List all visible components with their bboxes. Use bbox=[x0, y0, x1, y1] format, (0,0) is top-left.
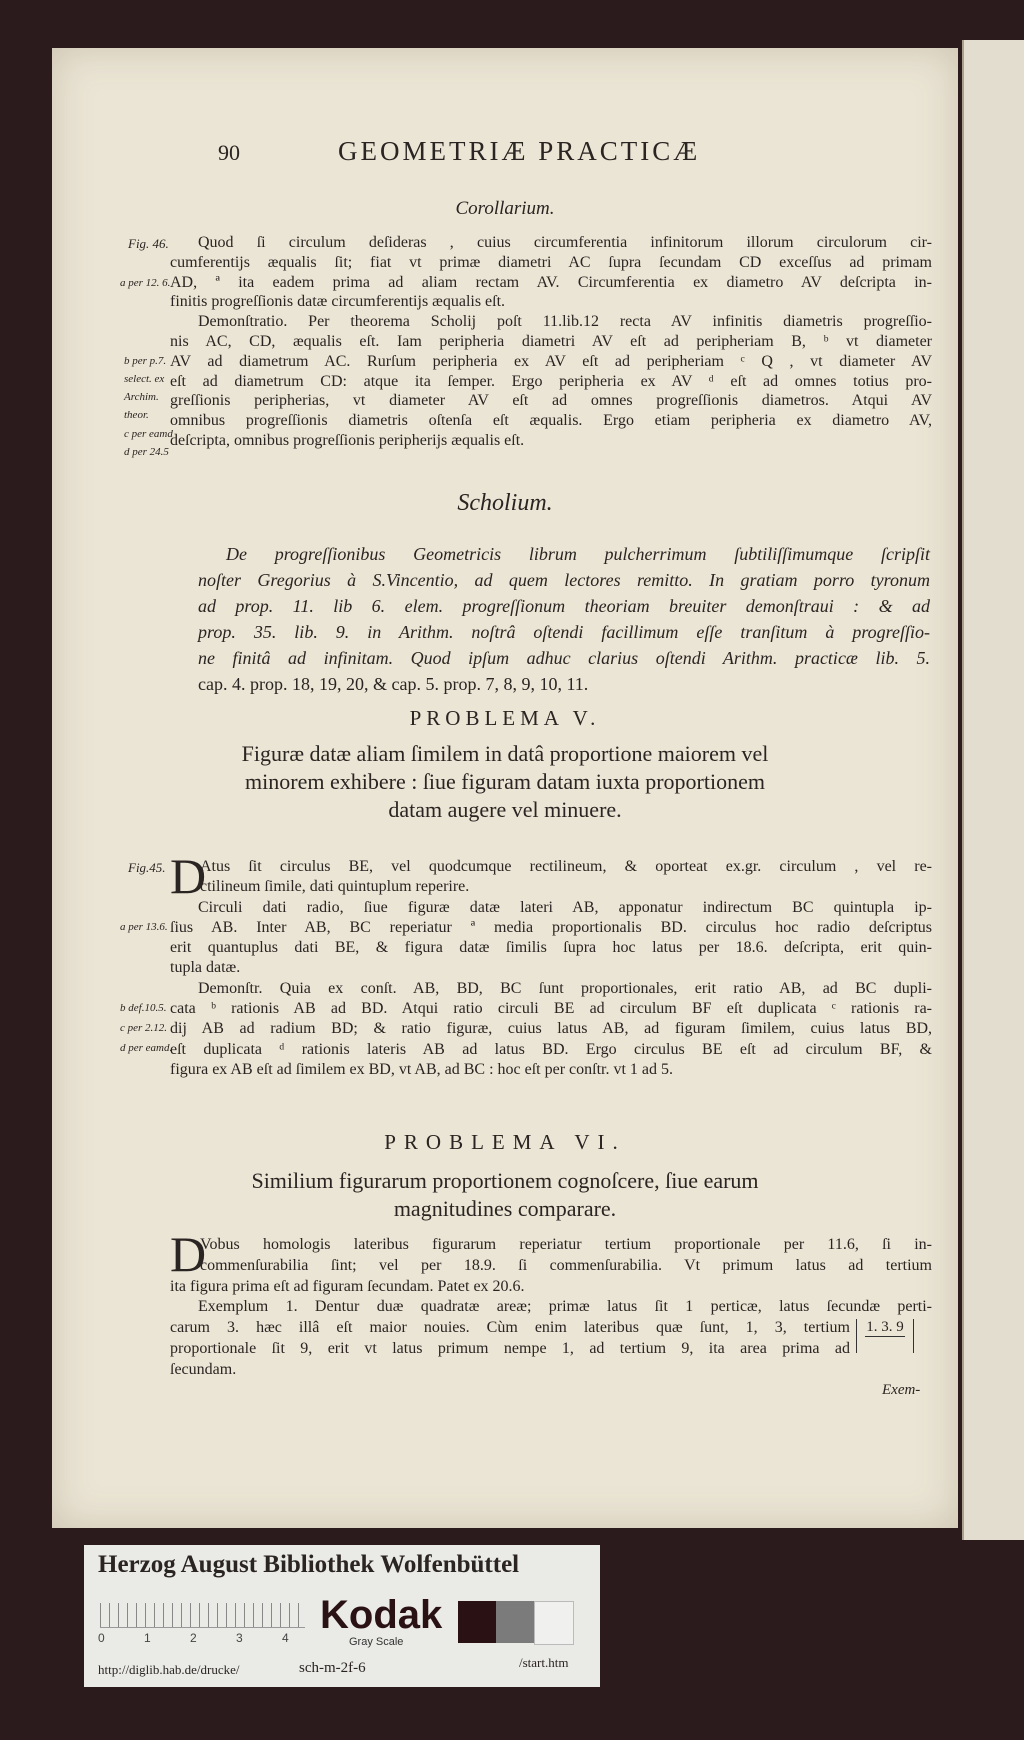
text-line: deſcripta, omnibus progreſſionis peripherijs æqualis eſt. bbox=[170, 431, 525, 449]
text-line: dij AB ad radium BD; & ratio figuræ, cuius latus AB, ad figuram ſimilem, cuius latus BD, bbox=[170, 1020, 932, 1038]
proportion-values: 1. 3. 9 bbox=[866, 1319, 904, 1335]
text-line: Exemplum 1. Dentur duæ quadratæ areæ; primæ latus ſit 1 perticæ, latus ſecundæ perti- bbox=[198, 1298, 932, 1316]
text-line: Vobus homologis lateribus figurarum reperiatur tertium proportionale per 11.6, ſi in- bbox=[200, 1236, 932, 1253]
text-line: cumferentijs æqualis ſit; fiat vt primæ diametri AC ſupra ſecundam CD exceſſus ad primam bbox=[170, 253, 932, 271]
margin-note: b def.10.5. bbox=[120, 1002, 167, 1014]
text-line: carum 3. hæc illâ eſt maior nouies. Cùm enim lateribus quæ ſunt, 1, 3, tertium bbox=[170, 1319, 850, 1337]
text-line: Demonſtr. Quia ex conſt. AB, BD, BC ſunt proportionales, erit ratio AB, ad BC dupli- bbox=[198, 979, 932, 997]
page-number: 90 bbox=[218, 140, 240, 165]
corollarium-title: Corollarium. bbox=[455, 198, 555, 219]
text-line: prop. 35. lib. 9. in Arithm. noſtrâ oſtendi facillimum eſſe tranſitum à progreſſio- bbox=[198, 622, 930, 642]
scholium-title: Scholium. bbox=[457, 490, 553, 516]
text-line: greſſionis peripherias, vt diameter AV eſt ad omnes progreſſionis diametros. Atqui AV bbox=[170, 392, 932, 410]
text-line: nis AC, CD, æqualis eſt. Iam peripheria diametri AV eſt ad peripheriam B, ᵇ vt diameter bbox=[170, 332, 932, 350]
margin-note: d per eamd. bbox=[120, 1042, 173, 1054]
text-line: cap. 4. prop. 18, 19, 20, & cap. 5. prop. 7, 8, 9, 10, 11. bbox=[198, 674, 589, 694]
drop-cap: D bbox=[170, 848, 207, 904]
text-line: Quod ſi circulum deſideras , cuius circumferentia infinitorum illorum circulorum cir- bbox=[198, 234, 932, 251]
text-line: proportionale ſit 9, erit vt latus primum nempe 1, ad tertium 9, ita area prima ad bbox=[170, 1339, 850, 1357]
text-line: Circuli dati radio, ſiue figuræ datæ lateri AB, apponatur indirectum BC quintupla ip- bbox=[198, 898, 932, 916]
heading-line: Figuræ datæ aliam ſimilem in datâ proportione maiorem vel bbox=[241, 741, 769, 766]
text-line: ad prop. 11. lib 6. elem. progreſſionum theoriam breuiter demonſtraui : & ad bbox=[198, 596, 930, 616]
url-suffix: /start.htm bbox=[519, 1655, 569, 1670]
heading-line: Similium figurarum proportionem cognoſcere, ſiue earum bbox=[251, 1168, 759, 1193]
margin-note: theor. bbox=[124, 409, 149, 421]
text-line: noſter Gregorius à S.Vincentio, ad quem lectores remitto. In gratiam porro tyronum bbox=[198, 570, 930, 590]
margin-note: Archim. bbox=[124, 391, 159, 403]
problema-vi-text bbox=[170, 1235, 932, 1381]
heading-line: minorem exhibere : ſiue figuram datam iuxta proportionem bbox=[245, 769, 765, 794]
text-line: ſius AB. Inter AB, BC reperiatur ª media proportionalis BD. circulus hoc radio deſcriptus bbox=[170, 918, 932, 936]
text-line: figura ex AB eſt ad ſimilem ex BD, vt AB, ad BC : hoc eſt per conſtr. vt 1 ad 5. bbox=[170, 1060, 674, 1078]
drop-cap: D bbox=[170, 1226, 207, 1282]
text-line: erit quantuplus dati BE, & figura datæ ſimilis ſupra hoc latus per 18.6. deſcripta, erit quin- bbox=[170, 939, 932, 957]
gray-scale-label: Gray Scale bbox=[349, 1636, 404, 1648]
proportion-box bbox=[856, 1319, 914, 1353]
text-line: commenſurabilia ſint; vel per 18.9. ſi commenſurabilia. Vt primum latus ad tertium bbox=[200, 1256, 932, 1274]
margin-note: a per 12. 6. bbox=[120, 277, 171, 289]
problema-vi-heading bbox=[52, 1167, 958, 1223]
text-line: De progreſſionibus Geometricis librum pulcherrimum ſubtiliſſimumque ſcripſit bbox=[226, 544, 930, 564]
margin-note: a per 13.6. bbox=[120, 921, 168, 933]
corollarium-text bbox=[170, 233, 932, 451]
scholium-text bbox=[198, 541, 930, 697]
margin-note: Fig. 46. bbox=[128, 236, 169, 251]
catchword: Exem- bbox=[882, 1382, 921, 1398]
institution-name: Herzog August Bibliothek Wolfenbüttel bbox=[98, 1551, 520, 1578]
text-line: ſecundam. bbox=[170, 1360, 237, 1378]
text-line: eſt duplicata ᵈ rationis lateris AB ad latus BD. Ergo circulus BE eſt ad circulum BF, & bbox=[170, 1040, 932, 1058]
gray-patch-dark bbox=[458, 1601, 496, 1643]
margin-note: c per eamd bbox=[124, 428, 173, 440]
problema-v-text bbox=[170, 857, 932, 1080]
text-line: ctilineum ſimile, dati quintuplum reperire. bbox=[200, 878, 470, 896]
text-line: cata ᵇ rationis AB ad BD. Atqui ratio circuli BE ad circulum BF eſt duplicata ᶜ rationis ra- bbox=[170, 1000, 932, 1018]
problema-v-heading bbox=[52, 740, 958, 824]
gray-patch-light bbox=[534, 1601, 574, 1645]
ruler-label: 4 bbox=[282, 1631, 289, 1645]
text-line: omnibus progreſſionis diametris oſtenſa eſt æqualis. Ergo etiam peripheria ex diametro AV, bbox=[170, 412, 932, 430]
problema-v-title: PROBLEMA V. bbox=[409, 706, 601, 730]
text-line: tupla datæ. bbox=[170, 959, 241, 977]
margin-note: b per p.7. bbox=[124, 355, 167, 367]
gray-patch-mid bbox=[496, 1601, 534, 1643]
margin-note: c per 2.12. bbox=[120, 1022, 168, 1034]
running-title: GEOMETRIÆ PRACTICÆ bbox=[338, 136, 701, 166]
text-line: Atus ſit circulus BE, vel quodcumque rectilineum, & oporteat ex.gr. circulum , vel re- bbox=[200, 858, 932, 875]
ruler-scale bbox=[100, 1603, 305, 1628]
ruler-label: 2 bbox=[190, 1631, 197, 1645]
problema-vi-title: PROBLEMA VI. bbox=[384, 1130, 626, 1154]
text-line: ita figura prima eſt ad figuram ſecundam. Patet ex 20.6. bbox=[170, 1277, 525, 1295]
kodak-logo: Kodak bbox=[320, 1593, 443, 1637]
text-line: AD, ª ita eadem prima ad aliam rectam AV. Circumferentia ex diametro AV deſcripta in- bbox=[170, 273, 932, 291]
heading-line: magnitudines comparare. bbox=[393, 1196, 617, 1221]
adjacent-page-edge bbox=[962, 40, 1024, 1540]
ruler-label: 3 bbox=[236, 1631, 243, 1645]
ruler-label: 0 bbox=[98, 1631, 105, 1645]
url-prefix: http://diglib.hab.de/drucke/ bbox=[98, 1662, 240, 1677]
text-line: finitis progreſſionis datæ circumferentijs æqualis eſt. bbox=[170, 293, 506, 311]
text-line: Demonſtratio. Per theorema Scholij poſt 11.lib.12 recta AV infinitis diametris progreſſio- bbox=[198, 313, 932, 331]
margin-note: Fig.45. bbox=[128, 860, 166, 875]
heading-line: datam augere vel minuere. bbox=[388, 797, 622, 822]
margin-note: select. ex bbox=[124, 373, 165, 385]
text-line: eſt ad diametrum CD: atque ita ſemper. Ergo peripheria ex AV ᵈ eſt ad omnes totius pro- bbox=[170, 372, 932, 390]
text-line: ne finitâ ad infinitam. Quod ipſum adhuc clarius oſtendi Arithm. practicæ lib. 5. bbox=[198, 648, 930, 668]
ruler-label: 1 bbox=[144, 1631, 151, 1645]
shelfmark: sch-m-2f-6 bbox=[299, 1660, 366, 1676]
margin-note: d per 24.5 bbox=[124, 446, 169, 458]
text-line: AV ad diametrum AC. Rurſum peripheria ex AV eſt ad peripheriam ᶜ Q , vt diameter AV bbox=[170, 352, 932, 370]
library-color-card bbox=[84, 1545, 600, 1687]
